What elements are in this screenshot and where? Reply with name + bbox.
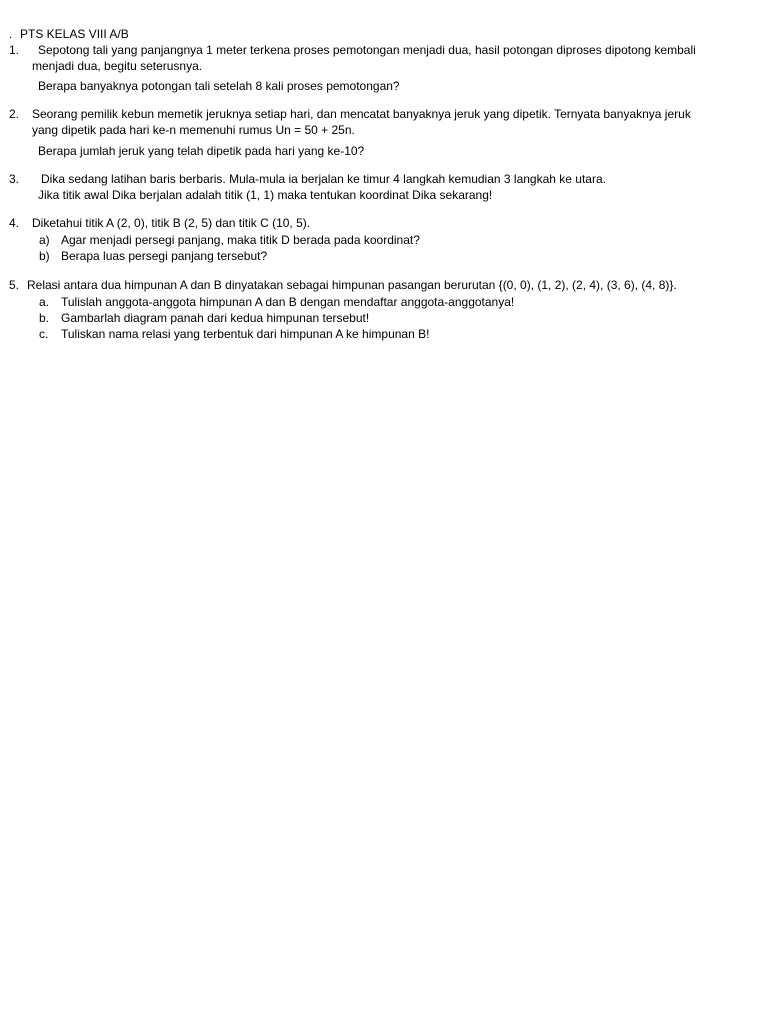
question-text-line: Diketahui titik A (2, 0), titik B (2, 5) dan titik C (10, 5). — [32, 216, 311, 230]
question-text-line: Jika titik awal Dika berjalan adalah titik (1, 1) maka tentukan koordinat Dika sekarang! — [38, 188, 493, 202]
sub-question-label: a) — [39, 233, 50, 247]
header-prefix: . — [9, 27, 13, 41]
sub-question-label: b) — [39, 249, 50, 263]
question-prompt: Berapa jumlah jeruk yang telah dipetik pada hari yang ke-10? — [38, 144, 365, 158]
question-text-line: Dika sedang latihan baris berbaris. Mula-mula ia berjalan ke timur 4 langkah kemudian 3 langkah ke utara. — [41, 172, 606, 186]
question-prompt: Berapa banyaknya potongan tali setelah 8 kali proses pemotongan? — [38, 79, 400, 93]
sub-question-text: Berapa luas persegi panjang tersebut? — [61, 249, 268, 263]
question-number: 3. — [9, 172, 20, 186]
question-number: 2. — [9, 107, 20, 121]
sub-question-label: b. — [39, 311, 50, 325]
question-text-line: menjadi dua, begitu seterusnya. — [32, 59, 203, 73]
question-text-line: yang dipetik pada hari ke-n memenuhi rumus Un = 50 + 25n. — [32, 123, 355, 137]
question-number: 4. — [9, 216, 20, 230]
question-text-line: Sepotong tali yang panjangnya 1 meter terkena proses pemotongan menjadi dua, hasil potongan diproses dipotong kembali — [38, 43, 696, 57]
sub-question-text: Gambarlah diagram panah dari kedua himpunan tersebut! — [61, 311, 370, 325]
document-title: PTS KELAS VIII A/B — [20, 27, 129, 41]
sub-question-label: a. — [39, 295, 50, 309]
sub-question-text: Tuliskan nama relasi yang terbentuk dari himpunan A ke himpunan B! — [61, 327, 430, 341]
question-number: 1. — [9, 43, 20, 57]
sub-question-text: Agar menjadi persegi panjang, maka titik D berada pada koordinat? — [61, 233, 420, 247]
question-text-line: Seorang pemilik kebun memetik jeruknya setiap hari, dan mencatat banyaknya jeruk yang dipetik. Ternyata banyaknya jeruk — [32, 107, 691, 121]
question-number: 5. — [9, 278, 20, 292]
sub-question-label: c. — [39, 327, 49, 341]
question-text-line: Relasi antara dua himpunan A dan B dinyatakan sebagai himpunan pasangan berurutan {(0, 0), (1, 2), (2, 4), (3, 6), (4, 8)}. — [27, 278, 677, 292]
sub-question-text: Tulislah anggota-anggota himpunan A dan B dengan mendaftar anggota-anggotanya! — [61, 295, 515, 309]
